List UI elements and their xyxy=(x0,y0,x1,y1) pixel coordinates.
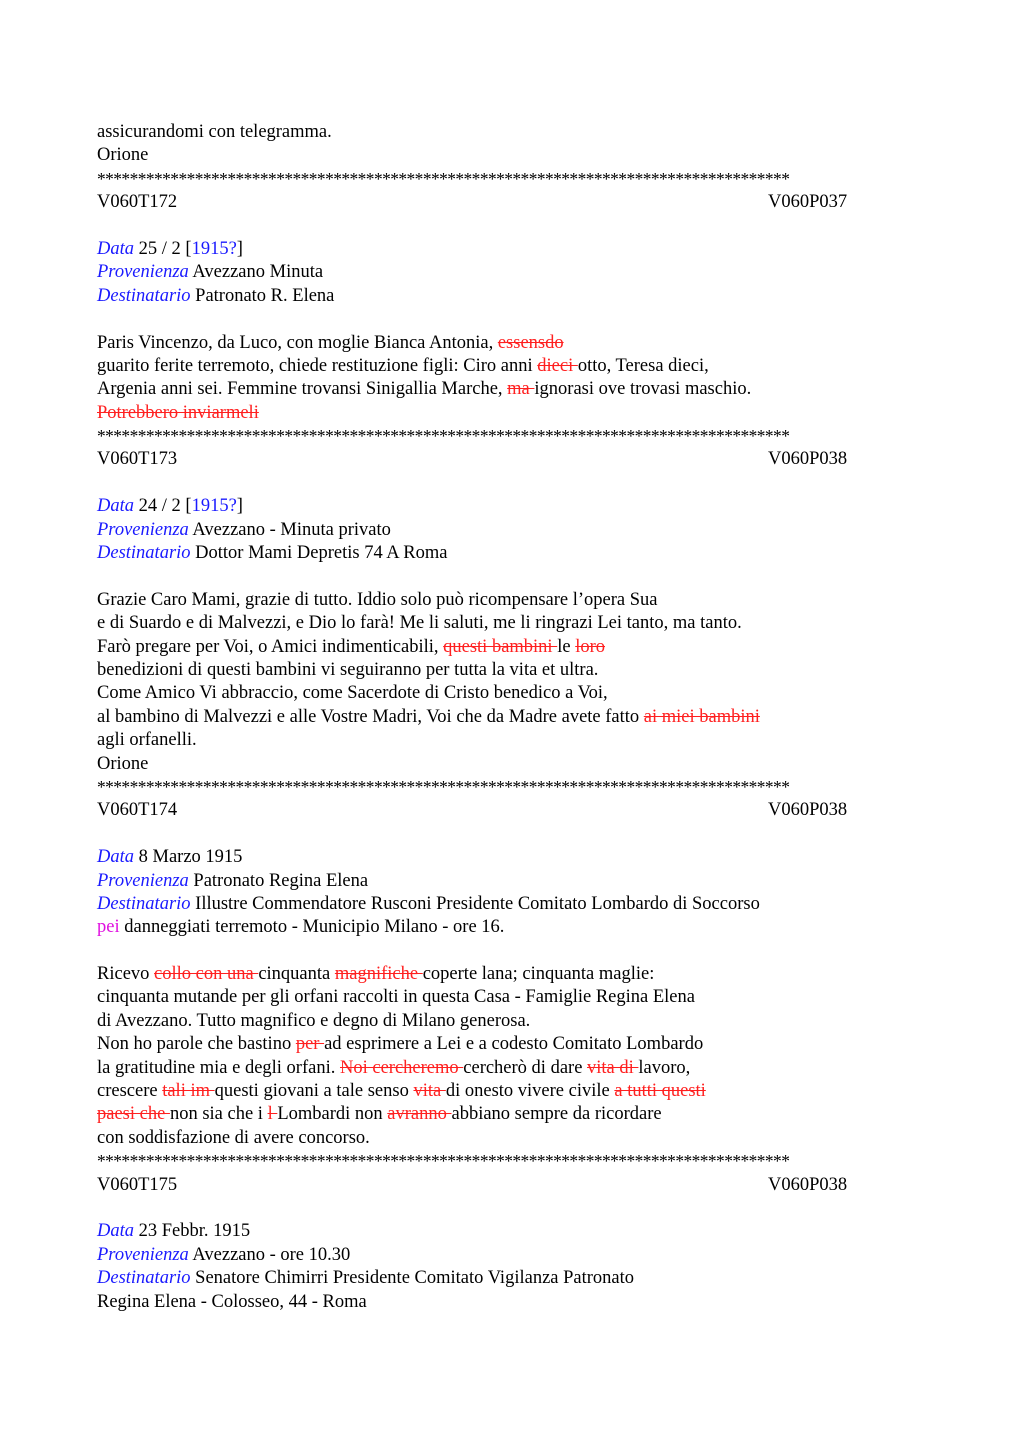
provenance-value: Patronato Regina Elena xyxy=(193,870,369,891)
body-line xyxy=(97,682,927,705)
text: lavoro, xyxy=(638,1057,691,1078)
text: le xyxy=(557,636,576,657)
recipient-value: Illustre Commendatore Rusconi Presidente Comitato Lombardo di Soccorso xyxy=(195,893,760,914)
date-value: 23 Febbr. 1915 xyxy=(138,1221,251,1242)
deleted-text: magnifiche xyxy=(334,964,423,985)
body-line xyxy=(97,963,927,986)
date-year: 1915? xyxy=(191,238,237,259)
page-ref: V060P038 xyxy=(768,800,848,821)
date-line xyxy=(97,495,927,518)
provenance-line xyxy=(97,870,927,893)
date-close: ] xyxy=(236,496,243,517)
deleted-text: ma xyxy=(507,379,535,400)
text: guarito ferite terremoto, chiede restituzione figli: Ciro anni xyxy=(97,355,538,376)
deleted-text: questi bambini xyxy=(443,636,558,657)
text: la gratitudine mia e degli orfani. xyxy=(97,1057,340,1078)
signature: Orione xyxy=(97,145,149,166)
provenance-value: Avezzano - Minuta privato xyxy=(192,519,391,540)
body-line xyxy=(97,986,927,1009)
signature xyxy=(97,753,927,776)
body-line xyxy=(97,636,927,659)
body-line xyxy=(97,355,927,378)
body-line xyxy=(97,1033,927,1056)
body-line xyxy=(97,378,927,401)
separator: ************************************************************************************* xyxy=(97,426,790,447)
recipient-line xyxy=(97,542,927,565)
date-close: ] xyxy=(236,238,243,259)
provenance-value: Avezzano - ore 10.30 xyxy=(192,1244,351,1265)
deleted-text: vita xyxy=(413,1081,446,1102)
text: otto, Teresa dieci, xyxy=(577,355,709,376)
deleted-text: collo con una xyxy=(154,964,259,985)
text: coperte lana; cinquanta maglie: xyxy=(422,964,655,985)
deleted-text: per xyxy=(295,1034,325,1055)
body-line xyxy=(97,706,927,729)
provenance-value: Avezzano Minuta xyxy=(192,262,324,283)
text: Ricevo xyxy=(97,964,155,985)
text: Orione xyxy=(97,753,149,774)
body-line xyxy=(97,1080,927,1103)
provenance-label: Provenienza xyxy=(97,870,189,891)
deleted-text: paesi che xyxy=(97,1104,170,1125)
entry-id-row xyxy=(97,799,927,822)
text: Farò pregare per Voi, o Amici indimenticabili, xyxy=(97,636,444,657)
deleted-text: essensdo xyxy=(497,332,564,353)
recipient-value: Dottor Mami Depretis 74 A Roma xyxy=(195,543,448,564)
date-label: Data xyxy=(97,847,134,868)
entry-id: V060T174 xyxy=(97,800,178,821)
deleted-text: Noi cercheremo xyxy=(339,1057,464,1078)
date-line xyxy=(97,846,927,869)
date-value: 25 / 2 [ xyxy=(138,238,192,259)
recipient-label: Destinatario xyxy=(97,893,191,914)
text: al bambino di Malvezzi e alle Vostre Madri, Voi che da Madre avete fatto xyxy=(97,706,644,727)
separator: ************************************************************************************* xyxy=(97,1151,790,1172)
recipient-label: Destinatario xyxy=(97,285,191,306)
recipient-line-cont xyxy=(97,916,927,939)
recipient-value-cont: Regina Elena - Colosseo, 44 - Roma xyxy=(97,1291,367,1312)
document-page xyxy=(97,121,927,1314)
provenance-label: Provenienza xyxy=(97,1244,189,1265)
recipient-label: Destinatario xyxy=(97,1268,191,1289)
date-year: 1915? xyxy=(191,496,237,517)
body-line xyxy=(97,1057,927,1080)
body-line xyxy=(97,612,927,635)
recipient-line xyxy=(97,285,927,308)
body-line xyxy=(97,589,927,612)
deleted-text: Potrebbero inviarmeli xyxy=(97,402,259,423)
date-value: 8 Marzo 1915 xyxy=(138,847,243,868)
text: e di Suardo e di Malvezzi, e Dio lo farà! Me li saluti, me li ringrazi Lei tanto, ma tanto. xyxy=(97,613,742,634)
page-ref: V060P037 xyxy=(768,192,848,213)
date-label: Data xyxy=(97,1221,134,1242)
provenance-label: Provenienza xyxy=(97,262,189,283)
deleted-text: loro xyxy=(575,636,605,657)
body-line xyxy=(97,729,927,752)
text: non sia che i xyxy=(169,1104,268,1125)
text: Lombardi non xyxy=(277,1104,388,1125)
text: Grazie Caro Mami, grazie di tutto. Iddio solo può ricompensare l’opera Sua xyxy=(97,589,658,610)
text-line: assicurandomi con telegramma. xyxy=(97,122,332,142)
entry-id: V060T173 xyxy=(97,449,178,470)
entry-id: V060T175 xyxy=(97,1174,178,1195)
text: Come Amico Vi abbraccio, come Sacerdote di Cristo benedico a Voi, xyxy=(97,683,608,704)
deleted-text: dieci xyxy=(537,355,578,376)
recipient-line xyxy=(97,893,927,916)
deleted-text: l xyxy=(267,1104,278,1125)
deleted-text: ai miei bambini xyxy=(643,706,760,727)
date-line xyxy=(97,238,927,261)
separator: ************************************************************************************* xyxy=(97,168,790,189)
entry-id-row xyxy=(97,191,927,214)
recipient-label: Destinatario xyxy=(97,543,191,564)
page-ref: V060P038 xyxy=(768,1174,848,1195)
recipient-value-cont: danneggiati terremoto - Municipio Milano - ore 16. xyxy=(119,917,505,938)
text: ignorasi ove trovasi maschio. xyxy=(534,379,752,400)
date-line xyxy=(97,1220,927,1243)
deleted-text: avranno xyxy=(387,1104,452,1125)
entry-id-row xyxy=(97,1174,927,1197)
page-ref: V060P038 xyxy=(768,449,848,470)
text: cinquanta mutande per gli orfani raccolti in questa Casa - Famiglie Regina Elena xyxy=(97,987,695,1008)
body-line xyxy=(97,402,927,425)
text: crescere xyxy=(97,1081,163,1102)
text: di Avezzano. Tutto magnifico e degno di Milano generosa. xyxy=(97,1010,531,1031)
text: cinquanta xyxy=(258,964,335,985)
entry-id-row xyxy=(97,448,927,471)
text: con soddisfazione di avere concorso. xyxy=(97,1127,370,1148)
deleted-text: tali im xyxy=(162,1081,215,1102)
text: Paris Vincenzo, da Luco, con moglie Bianca Antonia, xyxy=(97,332,498,353)
provenance-label: Provenienza xyxy=(97,519,189,540)
text: Non ho parole che bastino xyxy=(97,1034,296,1055)
body-line xyxy=(97,1010,927,1033)
text: di onesto vivere civile xyxy=(445,1081,615,1102)
provenance-line xyxy=(97,261,927,284)
deleted-text: a tutti questi xyxy=(614,1081,706,1102)
date-label: Data xyxy=(97,496,134,517)
body-line xyxy=(97,1103,927,1126)
recipient-line-cont xyxy=(97,1291,927,1314)
recipient-value: Patronato R. Elena xyxy=(195,285,335,306)
provenance-line xyxy=(97,519,927,542)
recipient-line xyxy=(97,1267,927,1290)
date-label: Data xyxy=(97,238,134,259)
body-line xyxy=(97,659,927,682)
text: questi giovani a tale senso xyxy=(214,1081,414,1102)
deleted-text: vita di xyxy=(587,1057,639,1078)
separator: ************************************************************************************* xyxy=(97,776,790,797)
text: abbiano sempre da ricordare xyxy=(451,1104,662,1125)
text: benedizioni di questi bambini vi seguiranno per tutta la vita et ultra. xyxy=(97,659,599,680)
recipient-value: Senatore Chimirri Presidente Comitato Vigilanza Patronato xyxy=(195,1268,635,1289)
text: agli orfanelli. xyxy=(97,730,197,751)
text: Argenia anni sei. Femmine trovansi Sinigallia Marche, xyxy=(97,379,508,400)
body-line xyxy=(97,332,927,355)
entry-id: V060T172 xyxy=(97,192,178,213)
body-line xyxy=(97,1127,927,1150)
date-value: 24 / 2 [ xyxy=(138,496,192,517)
provenance-line xyxy=(97,1244,927,1267)
text: ad esprimere a Lei e a codesto Comitato Lombardo xyxy=(324,1034,704,1055)
text: cercherò di dare xyxy=(463,1057,588,1078)
uncertain-word: pei xyxy=(97,917,120,938)
